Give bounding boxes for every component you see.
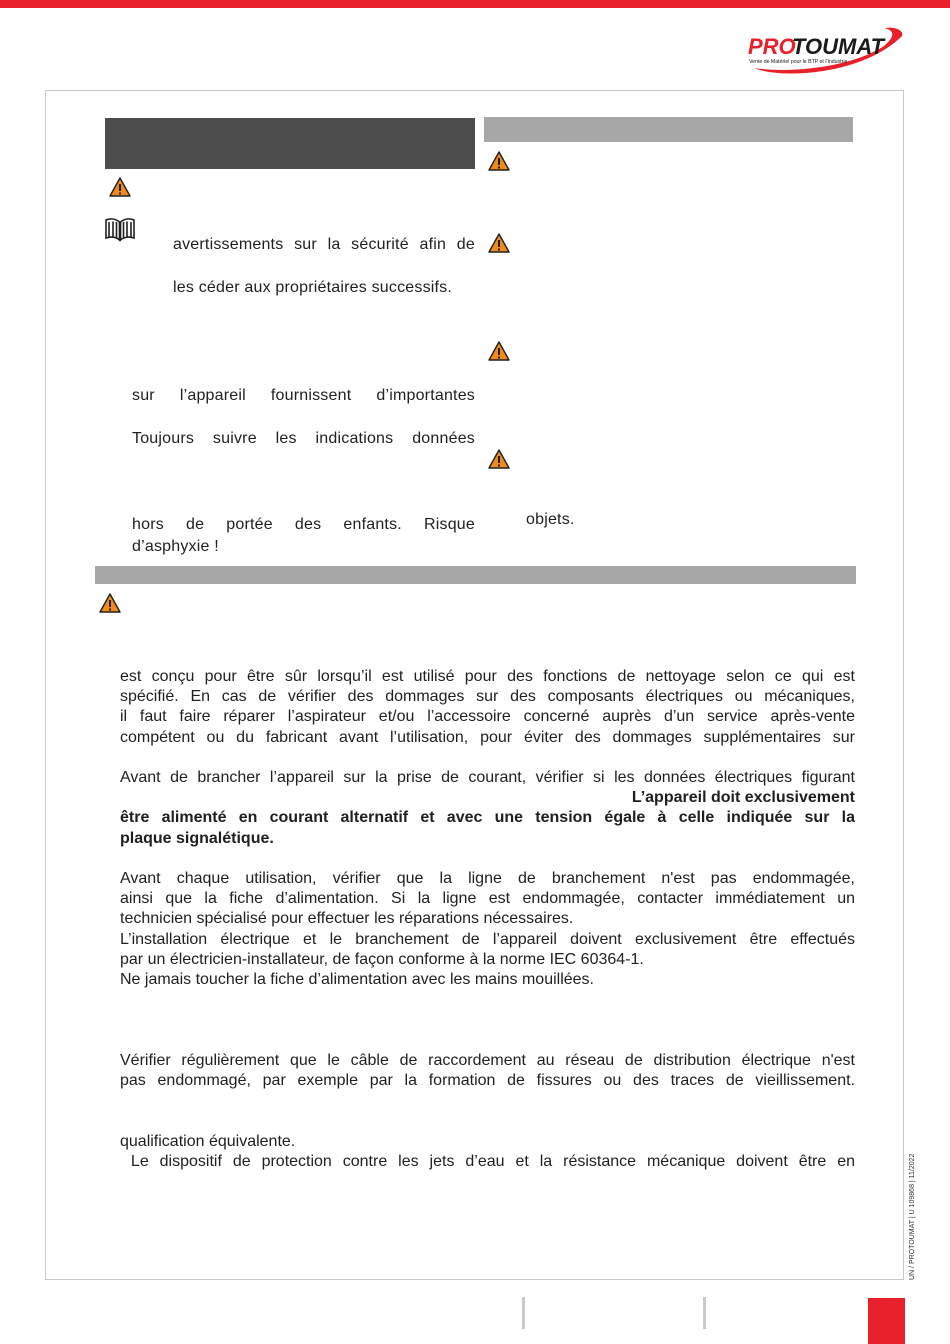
body-line: Vérifier régulièrement que le câble de raccordement au réseau de distribution électrique n'est bbox=[120, 1052, 855, 1069]
body-paragraph bbox=[120, 768, 855, 849]
body-line: est conçu pour être sûr lorsqu’il est utilisé pour des fonctions de nettoyage selon ce qui est bbox=[120, 668, 855, 685]
book-icon bbox=[104, 216, 136, 242]
body-line: il faut faire réparer l’aspirateur et/ou l’accessoire concerné auprès d’un service après-vente bbox=[120, 708, 855, 726]
left-text-line: hors de portée des enfants. Risque bbox=[132, 516, 475, 533]
body-line: pas endommagé, par exemple par la formation de fissures ou des traces de vieillissement. bbox=[120, 1072, 855, 1090]
warning-icon bbox=[488, 449, 510, 469]
left-text-line: sur l’appareil fournissent d’importantes bbox=[132, 387, 475, 404]
body-line: qualification équivalente. bbox=[120, 1133, 296, 1150]
warning-icon bbox=[488, 341, 510, 361]
right-text-line: objets. bbox=[526, 511, 575, 528]
body-line: spécifié. En cas de vérifier des dommages sur des composants électriques ou mécaniques, bbox=[120, 688, 855, 706]
body-line: ainsi que la fiche d’alimentation. Si la ligne est endommagée, contacter immédiatement un bbox=[120, 890, 855, 908]
body-line: Le dispositif de protection contre les jets d’eau et la résistance mécanique doivent être en bbox=[120, 1153, 855, 1171]
warning-icon bbox=[488, 151, 510, 171]
logo-tagline: Vente de Matériel pour le BTP et l'Industrie bbox=[749, 59, 848, 65]
footer-divider bbox=[703, 1297, 706, 1329]
warning-icon bbox=[488, 233, 510, 253]
body-line-bold: L’appareil doit exclusivement bbox=[631, 789, 855, 807]
logo-text-toumat: TOUMAT bbox=[792, 34, 885, 59]
logo-text-pro: PRO bbox=[748, 34, 796, 59]
body-line: par un électricien-installateur, de façon conforme à la norme IEC 60364-1. bbox=[120, 950, 644, 968]
left-text-line: les céder aux propriétaires successifs. bbox=[173, 279, 453, 296]
document-reference: UN / PROTOUMAT | U 109868 | 11/2022 bbox=[909, 1153, 916, 1280]
page-corner-marker bbox=[868, 1298, 905, 1344]
body-paragraph bbox=[120, 1051, 855, 1091]
body-line: Avant de brancher l’appareil sur la prise de courant, vérifier si les données électriques figurant bbox=[120, 769, 855, 786]
protoumat-logo bbox=[744, 22, 906, 78]
body-line: compétent ou du fabricant avant l’utilisation, pour éviter des dommages supplémentaires sur bbox=[120, 728, 855, 746]
section-band bbox=[95, 566, 856, 584]
footer-divider bbox=[522, 1297, 525, 1329]
body-line: Avant chaque utilisation, vérifier que la ligne de branchement n'est pas endommagée, bbox=[120, 870, 855, 887]
right-section-header bbox=[484, 117, 853, 142]
left-text-line: avertissements sur la sécurité afin de bbox=[173, 236, 475, 253]
body-line: Ne jamais toucher la fiche d’alimentation avec les mains mouillées. bbox=[120, 971, 594, 989]
body-paragraph bbox=[120, 667, 855, 748]
left-section-header bbox=[105, 118, 475, 169]
warning-icon bbox=[109, 177, 131, 197]
warning-icon bbox=[99, 593, 121, 613]
left-text-line: d’asphyxie ! bbox=[132, 538, 219, 555]
body-line-bold: être alimenté en courant alternatif et avec une tension égale à celle indiquée sur la bbox=[120, 809, 855, 827]
body-line-bold: plaque signalétique. bbox=[120, 829, 274, 847]
body-line: technicien spécialisé pour effectuer les réparations nécessaires. bbox=[120, 910, 574, 928]
left-text-line: Toujours suivre les indications données bbox=[132, 430, 475, 447]
top-accent-bar bbox=[0, 0, 950, 8]
body-line: L’installation électrique et le branchement de l’appareil doivent exclusivement être effectués bbox=[120, 930, 855, 948]
body-paragraph bbox=[120, 869, 855, 990]
body-paragraph bbox=[120, 1132, 855, 1172]
